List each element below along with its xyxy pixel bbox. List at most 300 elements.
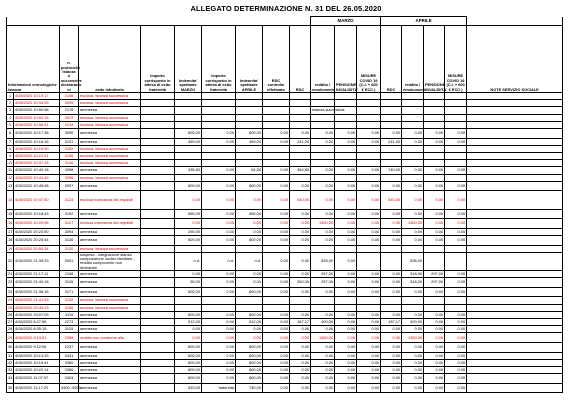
- row-value-c15: [424, 121, 445, 128]
- row-esito: ammessa: [79, 287, 141, 297]
- row-date: 4/28/2020 10:13:33: [14, 352, 60, 359]
- row-value-c8: [263, 114, 290, 121]
- row-value-c9: 260,00: [290, 278, 311, 288]
- row-value-c4: [141, 121, 175, 128]
- row-value-c13: 187,17: [381, 318, 402, 325]
- row-esito: ammessa: [79, 318, 141, 325]
- row-number: 15: [7, 209, 14, 219]
- row-value-c7: 459,00: [236, 138, 263, 145]
- row-value-c11: 0.00: [335, 219, 357, 229]
- row-value-c14: 0.00: [402, 359, 424, 366]
- row-number: 3: [7, 107, 14, 114]
- row-value-c11: 0.00: [335, 366, 357, 373]
- row-value-c12: 0.00: [357, 366, 381, 373]
- row-value-c5: [175, 304, 202, 311]
- row-value-c15: 0.00: [424, 383, 445, 393]
- row-value-c7: 800,00: [236, 181, 263, 191]
- row-value-c9: 0.00: [290, 326, 311, 333]
- row-value-c4: [141, 318, 175, 325]
- row-value-c7: 0.00: [236, 228, 263, 235]
- header-c9: RDC: [290, 26, 311, 93]
- row-value-c5: 512,00: [175, 318, 202, 325]
- row-value-c7: 64,50: [236, 167, 263, 174]
- row-value-c14: 0.00: [402, 326, 424, 333]
- row-value-c5: 0.00: [175, 191, 202, 209]
- row-value-c8: 0.00: [263, 287, 290, 297]
- row-value-c14: 1300,00: [402, 219, 424, 229]
- row-value-c13: 0.00: [381, 326, 402, 333]
- row-date: 4/28/2020 10:50:58: [14, 107, 60, 114]
- row-value-c4: [141, 153, 175, 160]
- row-value-c5: [175, 93, 202, 100]
- row-value-c10: 0.00: [311, 181, 335, 191]
- row-value-c10: 0.00: [311, 236, 335, 246]
- row-value-c17: [467, 359, 563, 366]
- row-value-c11: 0.00: [335, 287, 357, 297]
- row-protocollo: 3131: [60, 138, 79, 145]
- row-value-c5: 800,00: [175, 287, 202, 297]
- row-value-c12: [357, 297, 381, 304]
- row-value-c12: 0.00: [357, 359, 381, 366]
- row-value-c12: [357, 252, 381, 270]
- row-value-c14: [402, 121, 424, 128]
- row-value-c9: 0.00: [290, 383, 311, 393]
- row-value-c14: 400,00: [402, 318, 424, 325]
- row-protocollo: 3099: [60, 100, 79, 107]
- row-value-c12: [357, 100, 381, 107]
- table-row: [7, 228, 563, 235]
- row-value-c8: 0.00: [263, 228, 290, 235]
- row-value-c12: 0.00: [357, 236, 381, 246]
- row-value-c12: [357, 114, 381, 121]
- row-value-c6: 0.00: [202, 209, 236, 219]
- row-date: 4/28/2020 21:41:53: [14, 297, 60, 304]
- row-value-c15: 297,00: [424, 270, 445, 277]
- row-value-c4: [141, 333, 175, 343]
- header-c12: MISURE COVID 19 (C.I. + 600 € ECC.): [357, 26, 381, 93]
- row-value-c13: 0.00: [381, 219, 402, 229]
- row-value-c17: [467, 138, 563, 145]
- row-date: 4/28/2020 10:52:18: [14, 114, 60, 121]
- table-row: [7, 181, 563, 191]
- row-protocollo: 3124: [60, 191, 79, 209]
- row-esito: ammessa: [79, 342, 141, 352]
- row-value-c5: 633,00: [175, 383, 202, 393]
- row-value-c4: [141, 174, 175, 181]
- row-value-c9: [290, 297, 311, 304]
- row-value-c13: 0.00: [381, 270, 402, 277]
- table-row: [7, 100, 563, 107]
- row-value-c15: 0.00: [424, 287, 445, 297]
- row-esito: esclusa. Istanza successiva: [79, 245, 141, 252]
- row-value-c11: [335, 304, 357, 311]
- row-value-c13: 0.00: [381, 209, 402, 219]
- row-value-c10: 400,00: [311, 318, 335, 325]
- header-c7: Indennita' spettante APRILE: [236, 26, 263, 93]
- table-row: [7, 191, 563, 209]
- row-value-c4: [141, 129, 175, 139]
- row-value-c11: [335, 160, 357, 167]
- row-value-c15: 0.00: [424, 366, 445, 373]
- table-row: [7, 121, 563, 128]
- row-number: 28: [8, 326, 13, 332]
- row-esito: ammessa: [79, 359, 141, 366]
- row-value-c17: [467, 129, 563, 139]
- row-value-c9: [290, 174, 311, 181]
- row-value-c5: [175, 297, 202, 304]
- row-value-c6: [202, 107, 236, 114]
- row-value-c4: [141, 245, 175, 252]
- row-value-c7: 730,00: [236, 383, 263, 393]
- row-value-c8: 0.00: [263, 270, 290, 277]
- row-value-c17: [467, 209, 563, 219]
- header-c11: PENSIONE INVALIDITA': [335, 26, 357, 93]
- row-value-c16: 0.00: [445, 318, 467, 325]
- row-value-c5: 435,50: [175, 167, 202, 174]
- row-value-c5: n.d.: [175, 252, 202, 270]
- row-value-c12: 0.00: [357, 333, 381, 343]
- row-value-c7: 0.00: [236, 219, 263, 229]
- row-value-c13: 241,00: [381, 138, 402, 145]
- row-value-c10: 0.00: [311, 366, 335, 373]
- row-esito: ammessa: [79, 129, 141, 139]
- table-row: [7, 160, 563, 167]
- row-value-c15: [424, 297, 445, 304]
- row-value-c15: 0.00: [424, 311, 445, 318]
- table-row: [7, 374, 563, 384]
- row-value-c6: [202, 114, 236, 121]
- row-value-c9: 540,00: [290, 191, 311, 209]
- row-value-c10: 0.00: [311, 326, 335, 333]
- row-number: 25: [8, 304, 13, 310]
- row-value-c5: [175, 121, 202, 128]
- header-c6: Importo corrisposto in attesa di esito fraternità: [202, 26, 236, 93]
- row-value-c9: [290, 153, 311, 160]
- header-info: Informazioni cronologiche istanza: [7, 26, 60, 93]
- row-date: 4/28/2020 10:20:06: [14, 219, 60, 229]
- row-value-c4: [141, 278, 175, 288]
- row-date: 4/28/2020 10:56:41: [14, 121, 60, 128]
- row-value-c5: [175, 114, 202, 121]
- row-value-c11: 0.00: [335, 252, 357, 270]
- row-value-c7: [236, 107, 263, 114]
- row-value-c4: [141, 352, 175, 359]
- header-c14: reddito / emolumenti: [402, 26, 424, 93]
- row-value-c8: 0.00: [263, 333, 290, 343]
- row-date: 4/28/2020 10:22:14: [14, 366, 60, 373]
- row-value-c8: [263, 297, 290, 304]
- row-value-c7: [236, 121, 263, 128]
- row-value-c9: 0.00: [290, 374, 311, 384]
- row-value-c12: 0.00: [357, 278, 381, 288]
- row-value-c16: [445, 107, 467, 114]
- row-esito: ammessa: [79, 366, 141, 373]
- row-value-c11: [335, 93, 357, 100]
- header-c16: MISURE COVID 19 (C.I. + 600 € ECC.): [445, 26, 467, 93]
- row-esito: sospesa - integrazione stanza composizione nucleo familiare - reddito componente non dichiarato: [79, 252, 141, 270]
- row-value-c8: 0.00: [263, 181, 290, 191]
- row-value-c7: [236, 100, 263, 107]
- row-value-c10: 0.00: [311, 352, 335, 359]
- row-protocollo: 3126: [60, 278, 79, 288]
- row-value-c13: [381, 100, 402, 107]
- row-esito: ammessa: [79, 228, 141, 235]
- row-value-c10: istanza successiva: [312, 107, 345, 113]
- row-number: 23: [7, 287, 14, 297]
- row-value-c14: 535,00: [402, 252, 424, 270]
- row-value-c12: 0.00: [357, 374, 381, 384]
- row-protocollo: 3424: [60, 374, 79, 384]
- row-number: 29: [7, 333, 14, 343]
- row-value-c12: 0.00: [357, 219, 381, 229]
- row-value-c10: [311, 93, 335, 100]
- row-value-c16: 0.00: [445, 352, 467, 359]
- row-protocollo: 3132: [60, 297, 79, 304]
- table-row: [7, 311, 563, 318]
- row-value-c4: [141, 297, 175, 304]
- row-value-c9: 0.00: [290, 359, 311, 366]
- row-value-c16: 0.00: [445, 311, 467, 318]
- row-value-c15: [424, 304, 445, 311]
- row-value-c7: [236, 145, 263, 152]
- allegato-table: [6, 16, 563, 393]
- table-row: [7, 167, 563, 174]
- row-value-c14: [402, 304, 424, 311]
- row-value-c10: [311, 304, 335, 311]
- row-date: 4/28/2020 10:45:58: [14, 181, 60, 191]
- row-value-c17: [467, 304, 563, 311]
- row-esito: ammessa: [79, 167, 141, 174]
- row-value-c16: [445, 145, 467, 152]
- row-value-c16: 0.00: [445, 209, 467, 219]
- row-value-c12: 0.00: [357, 318, 381, 325]
- row-value-c6: [202, 121, 236, 128]
- row-value-c10: 0.00: [311, 287, 335, 297]
- row-value-c11: 0.00: [335, 352, 357, 359]
- row-value-c7: 800,00: [236, 236, 263, 246]
- row-value-c8: [263, 145, 290, 152]
- row-value-c12: 0.00: [357, 191, 381, 209]
- row-value-c8: [263, 160, 290, 167]
- row-value-c17: [467, 297, 563, 304]
- row-value-c11: 0.00: [335, 228, 357, 235]
- row-date: 4/28/2020 23:07:09: [14, 311, 60, 318]
- row-value-c16: 0.00: [445, 278, 467, 288]
- row-value-c7: 0.00: [236, 326, 263, 333]
- row-number: 4: [7, 114, 14, 121]
- row-number: 19: [8, 245, 13, 251]
- row-value-c9: 0.00: [290, 352, 311, 359]
- table-row: [7, 107, 563, 114]
- row-value-c15: 0.00: [424, 352, 445, 359]
- row-esito: ammessa: [79, 311, 141, 318]
- document-title: ALLEGATO DETERMINAZIONE N. 31 DEL 26.05.2020: [190, 4, 382, 13]
- row-value-c4: [141, 219, 175, 229]
- row-value-c17: [467, 236, 563, 246]
- row-value-c9: [290, 245, 311, 252]
- row-value-c12: [357, 121, 381, 128]
- row-value-c9: 0.00: [290, 333, 311, 343]
- row-esito: esclusa. Istanza successiva: [79, 153, 141, 160]
- row-number: 24: [8, 297, 13, 303]
- row-value-c5: 800,00: [175, 236, 202, 246]
- row-value-c6: 0.00: [202, 219, 236, 229]
- row-value-c15: [424, 114, 445, 121]
- row-value-c14: 318,00: [402, 270, 424, 277]
- row-protocollo: 2273: [60, 318, 79, 325]
- row-value-c7: 800,00: [236, 359, 263, 366]
- row-value-c4: [141, 359, 175, 366]
- row-value-c10: 1300,00: [311, 333, 335, 343]
- row-value-c9: [290, 121, 311, 128]
- row-value-c8: [263, 93, 290, 100]
- row-value-c9: 0.00: [290, 270, 311, 277]
- row-value-c14: [402, 245, 424, 252]
- row-value-c6: 0.00: [202, 138, 236, 145]
- row-value-c16: 0.00: [445, 374, 467, 384]
- row-value-c13: 0.00: [381, 374, 402, 384]
- row-number: 31: [8, 352, 13, 358]
- row-value-c6: 0.00: [202, 333, 236, 343]
- row-value-c4: [141, 383, 175, 393]
- row-value-c17: [467, 107, 563, 114]
- row-value-c5: 800,00: [175, 311, 202, 318]
- row-value-c6: [202, 93, 236, 100]
- table-row: [7, 236, 563, 246]
- table-row: [7, 342, 563, 352]
- row-value-c10: 0.00: [311, 191, 335, 209]
- row-value-c11: 0.00: [335, 181, 357, 191]
- row-value-c16: [445, 252, 467, 270]
- row-value-c12: [357, 160, 381, 167]
- row-date: 4/28/2020 8:35:15: [14, 326, 60, 333]
- row-value-c9: 187,17: [290, 318, 311, 325]
- row-esito: esclusa. Istanza successiva: [79, 174, 141, 181]
- row-value-c17: [467, 93, 563, 100]
- row-value-c11: 0.00: [335, 326, 357, 333]
- row-value-c15: 0.00: [424, 374, 445, 384]
- row-value-c15: 0.00: [424, 342, 445, 352]
- row-value-c16: 0.00: [445, 383, 467, 393]
- row-esito: ammessa: [79, 236, 141, 246]
- row-date: 4/28/2020 10:18:43: [14, 209, 60, 219]
- row-value-c7: 800,00: [236, 129, 263, 139]
- row-esito: ammessa: [79, 138, 141, 145]
- table-row: [7, 145, 563, 152]
- row-value-c7: [236, 160, 263, 167]
- row-value-c9: 0.00: [290, 311, 311, 318]
- row-value-c15: [424, 100, 445, 107]
- row-value-c15: 0.00: [424, 219, 445, 229]
- row-value-c15: 0.00: [424, 333, 445, 343]
- table-row: [7, 333, 563, 343]
- row-value-c17: [467, 174, 563, 181]
- row-date: 4/28/2020 10:16:16: [14, 138, 60, 145]
- row-number: 5: [7, 121, 14, 128]
- row-value-c4: [141, 114, 175, 121]
- row-protocollo: 3115: [60, 311, 79, 318]
- row-value-c12: 0.00: [357, 342, 381, 352]
- row-value-c11: [335, 297, 357, 304]
- row-value-c12: 0.00: [357, 326, 381, 333]
- row-value-c4: [141, 252, 175, 270]
- row-value-c5: 800,00: [175, 342, 202, 352]
- row-value-c14: 0.00: [402, 228, 424, 235]
- row-value-c7: 655,00: [236, 209, 263, 219]
- row-value-c15: 0.00: [424, 359, 445, 366]
- row-value-c15: [424, 245, 445, 252]
- row-value-c12: [357, 107, 381, 114]
- row-value-c7: 0.00: [236, 278, 263, 288]
- row-value-c17: [467, 145, 563, 152]
- row-esito: esclusa. Istanza successiva: [79, 160, 141, 167]
- row-number: 35: [7, 383, 14, 393]
- row-value-c9: 0.00: [290, 287, 311, 297]
- row-value-c12: [357, 174, 381, 181]
- row-protocollo: 3171: [60, 287, 79, 297]
- table-row: [7, 114, 563, 121]
- row-value-c16: 0.00: [445, 366, 467, 373]
- row-value-c4: [141, 270, 175, 277]
- row-value-c13: [381, 114, 402, 121]
- row-value-c13: 0.00: [381, 383, 402, 393]
- row-value-c16: [445, 100, 467, 107]
- row-value-c4: [141, 209, 175, 219]
- row-date: 4/28/2020 10:22:21: [14, 153, 60, 160]
- row-esito: ammessa: [79, 383, 141, 393]
- row-protocollo: 3152: [60, 145, 79, 152]
- row-value-c8: 0.00: [263, 129, 290, 139]
- row-date: 4/28/2020 10:19:17: [14, 93, 60, 100]
- row-value-c11: 0.00: [335, 270, 357, 277]
- row-value-c9: 0.00: [290, 181, 311, 191]
- row-number: 11: [8, 167, 13, 173]
- row-date: 4/28/2020 20:50:34: [14, 245, 60, 252]
- row-value-c14: 0.00: [402, 383, 424, 393]
- row-value-c15: 0.00: [424, 129, 445, 139]
- row-value-c9: 0.00: [290, 366, 311, 373]
- row-date: 4/28/2020 10:47:50: [14, 191, 60, 209]
- row-value-c5: 0.00: [175, 333, 202, 343]
- row-value-c10: [311, 153, 335, 160]
- row-date: 4/28/2020 9:12:06: [14, 342, 60, 352]
- row-value-c13: 0.00: [381, 287, 402, 297]
- row-value-c9: 0.00: [290, 219, 311, 229]
- row-value-c9: 0.00: [290, 129, 311, 139]
- row-value-c12: [357, 304, 381, 311]
- row-value-c8: 0.00: [263, 236, 290, 246]
- row-esito: ammessa: [79, 181, 141, 191]
- row-value-c5: 800,00: [175, 374, 202, 384]
- table-row: [7, 252, 563, 270]
- group-aprile: APRILE: [381, 17, 467, 26]
- row-value-c16: 0.00: [445, 287, 467, 297]
- row-protocollo: 3097: [60, 181, 79, 191]
- row-value-c17: [467, 311, 563, 318]
- row-value-c14: 0.00: [402, 191, 424, 209]
- row-value-c12: 0.00: [357, 383, 381, 393]
- row-value-c16: 0.00: [445, 181, 467, 191]
- table-row: [7, 352, 563, 359]
- row-value-c17: [467, 374, 563, 384]
- row-number: 14: [7, 191, 14, 209]
- row-number: 17: [8, 228, 13, 234]
- row-value-c8: 0.00: [263, 326, 290, 333]
- table-row: [7, 129, 563, 139]
- row-value-c14: 0.00: [402, 236, 424, 246]
- row-value-c11: 0.00: [335, 191, 357, 209]
- header-esito: esito istruttoria: [79, 26, 141, 93]
